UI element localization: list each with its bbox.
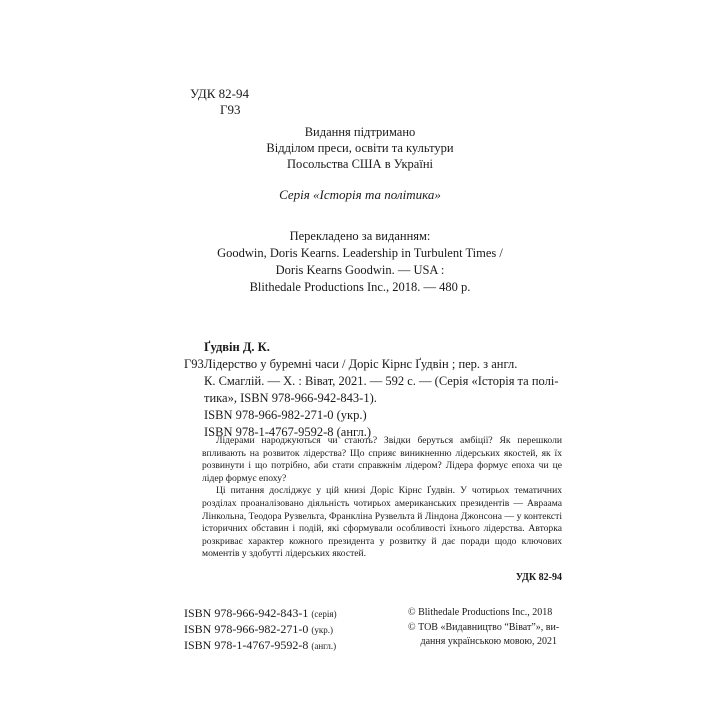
annotation-paragraph: Лідерами народжуються чи стають? Звідки беруться амбіції? Як перешколи впливають на розвиток лідерства? Що сприяє виникненню лідерських якостей, як їх розвинути і що потрібно, аби стати справжнім лідером? Лідера формує епоха чи це лідер формує епоху? [202, 435, 562, 484]
isbn-item [184, 622, 337, 638]
copyright-line: дання українською мовою, 2021 [408, 636, 558, 647]
isbn-number: ISBN 978-966-982-271-0 [184, 622, 309, 636]
isbn-number: ISBN 978-1-4767-9592-8 [184, 638, 309, 652]
isbn-note: (англ.) [311, 641, 337, 651]
isbn-item [184, 638, 337, 654]
catalog-record [184, 339, 594, 441]
support-notice [0, 124, 720, 172]
catalog-description-cont: тика», ISBN 978-966-942-843-1). [204, 391, 377, 405]
translated-from-block [0, 228, 720, 296]
udk-header [190, 86, 249, 118]
udk-code-top: УДК 82-94 [190, 86, 250, 101]
catalog-description-cont: К. Смаглій. — Х. : Віват, 2021. — 592 с. — (Серія «Історія та полі- [204, 374, 559, 388]
translated-line: Blithedale Productions Inc., 2018. — 480 p. [249, 280, 471, 294]
copyright-line: © Blithedale Productions Inc., 2018 [408, 607, 553, 618]
translated-line: Doris Kearns Goodwin. — USA : [275, 263, 445, 277]
isbn-item [184, 606, 337, 622]
catalog-isbn-eng: ISBN 978-1-4767-9592-8 (англ.) [204, 425, 372, 439]
isbn-number: ISBN 978-966-942-843-1 [184, 606, 309, 620]
catalog-author: Ґудвін Д. К. [204, 340, 270, 354]
isbn-note: (укр.) [311, 625, 333, 635]
copyright-block [408, 606, 578, 650]
udk-code-bottom: УДК 82-94 [515, 572, 562, 583]
isbn-note: (серія) [311, 609, 337, 619]
isbn-list [184, 606, 337, 654]
translated-line: Goodwin, Doris Kearns. Leadership in Turbulent Times / [217, 246, 503, 260]
annotation-paragraph: Ці питання досліджує у цій книзі Доріс Кірнс Ґудвін. У чотирьох тематичних розділах проаналізовано діяльність чотирьох американських президентів — Авраама Лінкольна, Теодора Рузвельта, Франкліна Рузвельта й Ліндона Джонсона — у контексті історичних обставин і подій, які сформували особливості їхнього лідерства. Авторка розкриває характер кожного президента у розвитку й дає поради щодо ключових моментів у здобутті лідерських якостей. [202, 485, 562, 560]
series-title: Серія «Історія та політика» [279, 187, 441, 202]
annotation [202, 435, 562, 561]
catalog-author-sign: Г93 [184, 357, 204, 371]
translated-line: Перекладено за виданням: [289, 229, 431, 243]
author-sign-top: Г93 [220, 102, 241, 117]
support-line: Посольства США в Україні [287, 157, 433, 171]
catalog-isbn-ukr: ISBN 978-966-982-271-0 (укр.) [204, 408, 367, 422]
copyright-line: © ТОВ «Видавництво “Віват”», ви- [408, 621, 560, 633]
support-line: Видання підтримано [304, 125, 416, 139]
support-line: Відділом преси, освіти та культури [266, 141, 454, 155]
catalog-description: Лідерство у буремні часи / Доріс Кірнс Ґудвін ; пер. з англ. [204, 357, 518, 371]
